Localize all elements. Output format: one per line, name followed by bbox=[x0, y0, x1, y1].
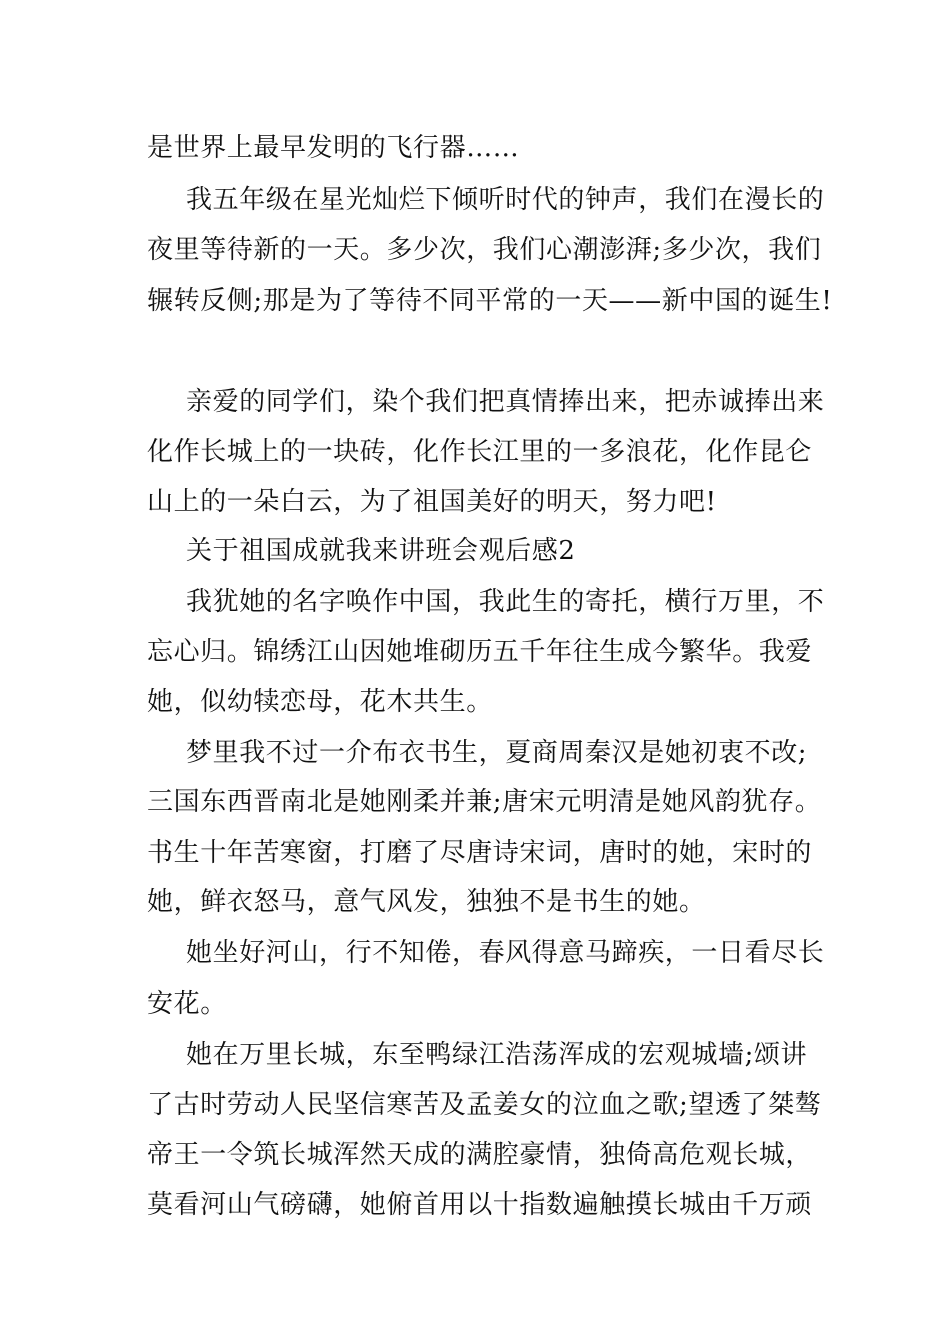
text-line-3: 夜里等待新的一天。多少次，我们心潮澎湃;多少次，我们 bbox=[147, 235, 822, 265]
text-line-20: 帝王一令筑长城浑然天成的满腔豪情，独倚高危观长城， bbox=[147, 1140, 813, 1170]
text-line-13: 三国东西晋南北是她刚柔并兼;唐宋元明清是她风韵犹存。 bbox=[147, 787, 822, 817]
text-line-21: 莫看河山气磅礴，她俯首用以十指数遍触摸长城由千万顽 bbox=[147, 1190, 813, 1220]
text-line-1: 是世界上最早发明的飞行器…… bbox=[147, 133, 520, 163]
text-line-19: 了古时劳动人民坚信寒苦及孟姜女的泣血之歌;望透了桀骜 bbox=[147, 1090, 822, 1120]
text-line-14: 书生十年苦寒窗，打磨了尽唐诗宋词，唐时的她，宋时的 bbox=[147, 838, 813, 868]
text-line-4: 辗转反侧;那是为了等待不同平常的一天——新中国的诞生! bbox=[147, 286, 833, 316]
text-line-16: 她坐好河山，行不知倦，春风得意马蹄疾，一日看尽长 bbox=[186, 938, 825, 968]
text-line-17: 安花。 bbox=[147, 989, 227, 1019]
text-line-7: 山上的一朵白云，为了祖国美好的明天，努力吧! bbox=[147, 487, 717, 517]
text-line-15: 她，鲜衣怒马，意气风发，独独不是书生的她。 bbox=[147, 887, 706, 917]
text-line-12: 梦里我不过一介布衣书生，夏商周秦汉是她初衷不改; bbox=[186, 738, 808, 768]
text-line-5: 亲爱的同学们，染个我们把真情捧出来，把赤诚捧出来 bbox=[186, 387, 825, 417]
text-line-2: 我五年级在星光灿烂下倾听时代的钟声，我们在漫长的 bbox=[186, 185, 825, 215]
text-line-6: 化作长城上的一块砖，化作长江里的一多浪花，化作昆仑 bbox=[147, 437, 813, 467]
text-line-10: 忘心归。锦绣江山因她堆砌历五千年往生成今繁华。我爱 bbox=[147, 637, 813, 667]
section-heading: 关于祖国成就我来讲班会观后感2 bbox=[186, 536, 576, 566]
text-line-9: 我犹她的名字唤作中国，我此生的寄托，横行万里，不 bbox=[186, 587, 825, 617]
text-line-18: 她在万里长城，东至鸭绿江浩荡浑成的宏观城墙;颂讲 bbox=[186, 1040, 808, 1070]
text-line-11: 她，似幼犊恋母，花木共生。 bbox=[147, 687, 493, 717]
